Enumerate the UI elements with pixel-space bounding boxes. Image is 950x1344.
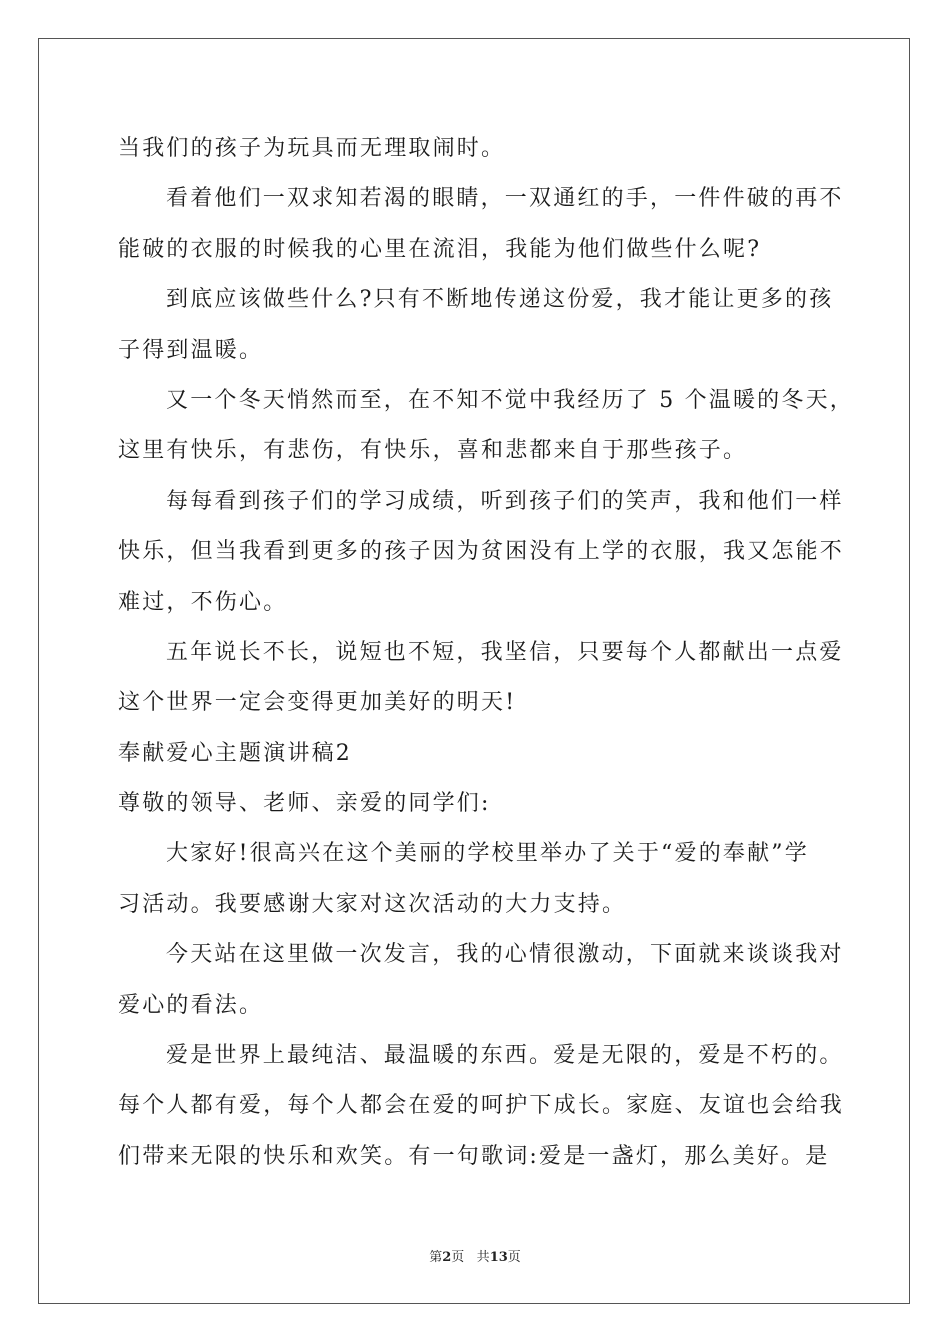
text-line: 每每看到孩子们的学习成绩，听到孩子们的笑声，我和他们一样 <box>166 488 844 514</box>
text-line: 子得到温暖。 <box>118 337 264 363</box>
text-line: 每个人都有爱，每个人都会在爱的呵护下成长。家庭、友谊也会给我 <box>118 1093 845 1119</box>
text-line: 大家好!很高兴在这个美丽的学校里举办了关于“爱的奉献”学 <box>166 841 809 867</box>
page-number: 2 <box>442 1250 452 1265</box>
text-line: 爱心的看法。 <box>118 992 264 1018</box>
text-line: 五年说长不长，说短也不短，我坚信，只要每个人都献出一点爱 <box>166 639 844 665</box>
salutation: 尊敬的领导、老师、亲爱的同学们: <box>118 791 491 817</box>
text-line: 又一个冬天悄然而至，在不知不觉中我经历了 5 个温暖的冬天， <box>166 387 854 413</box>
footer-total-prefix: 共 <box>476 1250 490 1265</box>
total-pages: 13 <box>489 1250 508 1265</box>
text-line: 今天站在这里做一次发言，我的心情很激动，下面就来谈谈我对 <box>166 942 844 968</box>
text-line: 难过，不伤心。 <box>118 589 288 615</box>
section-heading: 奉献爱心主题演讲稿2 <box>118 740 352 766</box>
text-line: 们带来无限的快乐和欢笑。有一句歌词:爱是一盏灯，那么美好。是 <box>118 1143 830 1169</box>
text-line: 这里有快乐，有悲伤，有快乐，喜和悲都来自于那些孩子。 <box>118 438 748 464</box>
text-line: 爱是世界上最纯洁、最温暖的东西。爱是无限的，爱是不朽的。 <box>166 1043 844 1069</box>
page-footer <box>0 1246 950 1265</box>
text-line: 看着他们一双求知若渴的眼睛，一双通红的手，一件件破的再不 <box>166 186 844 212</box>
text-line: 当我们的孩子为玩具而无理取闹时。 <box>118 136 506 161</box>
footer-page-suffix: 页 <box>451 1250 465 1265</box>
text-line: 到底应该做些什么?只有不断地传递这份爱，我才能让更多的孩 <box>166 287 834 313</box>
footer-total-suffix: 页 <box>507 1250 521 1265</box>
document-body <box>118 124 854 1182</box>
text-line: 快乐，但当我看到更多的孩子因为贫困没有上学的衣服，我又怎能不 <box>118 539 845 565</box>
text-line: 能破的衣服的时候我的心里在流泪，我能为他们做些什么呢? <box>118 236 762 262</box>
text-line: 习活动。我要感谢大家对这次活动的大力支持。 <box>118 891 627 917</box>
footer-prefix: 第 <box>429 1250 443 1265</box>
text-line: 这个世界一定会变得更加美好的明天! <box>118 690 517 716</box>
